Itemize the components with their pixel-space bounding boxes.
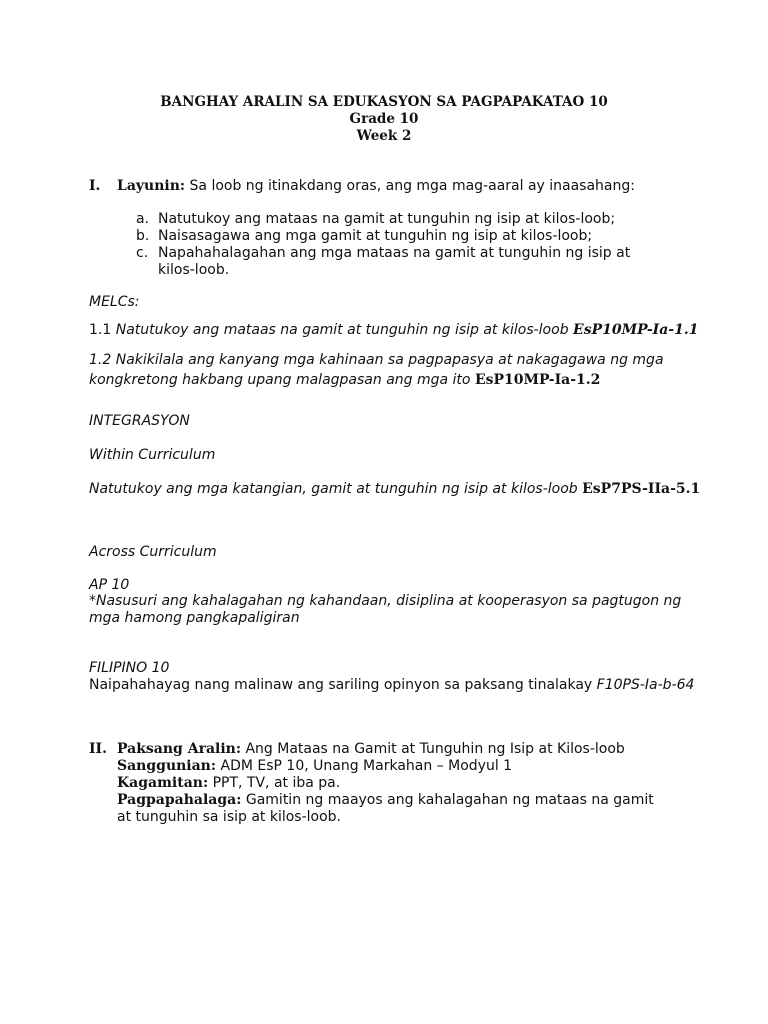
filipino-code: F10PS-Ia-b-64 <box>596 677 695 693</box>
melc-item-2: 1.2 Nakikilala ang kanyang mga kahinaan sa pagpapasya at nakagagawa ng mga kongkretong hakbang upang malagpasan ang mga ito EsP10MP-Ia-1.2 <box>89 352 664 388</box>
melcs-heading: MELCs: <box>89 294 140 310</box>
grade-label: Grade 10 <box>349 111 419 127</box>
within-curriculum-heading: Within Curriculum <box>89 447 216 463</box>
sanggunian-row: Sanggunian: ADM EsP 10, Unang Markahan – Modyul 1 <box>117 758 513 774</box>
filipino-item: Naipahahayag nang malinaw ang sariling opinyon sa paksang tinalakay F10PS-Ia-b-64 <box>89 677 695 693</box>
objective-item: a. Natutukoy ang mataas na gamit at tunguhin ng isip at kilos-loob; <box>136 211 616 227</box>
objective-item: c. Napahahalagahan ang mga mataas na gamit at tunguhin ng isip at kilos-loob. <box>136 245 631 278</box>
within-curriculum-item: Natutukoy ang mga katangian, gamit at tunguhin ng isip at kilos-loob EsP7PS-IIa-5.1 <box>89 481 701 497</box>
across-curriculum-heading: Across Curriculum <box>89 544 217 560</box>
section-2-number: II. <box>89 741 107 757</box>
week-label: Week 2 <box>356 128 412 144</box>
ap-text: *Nasusuri ang kahalagahan ng kahandaan, disiplina at kooperasyon sa pagtugon ng mga hamong pangkapaligiran <box>89 593 682 626</box>
kagamitan-row: Kagamitan: PPT, TV, at iba pa. <box>117 775 341 791</box>
within-code: EsP7PS-IIa-5.1 <box>582 481 701 497</box>
layunin-text: Sa loob ng itinakdang oras, ang mga mag-aaral ay inaasahang: <box>189 178 635 194</box>
layunin-label: Layunin: <box>117 178 186 194</box>
melc-item-1: 1.1 Natutukoy ang mataas na gamit at tunguhin ng isip at kilos-loob EsP10MP-Ia-1.1 <box>89 322 699 338</box>
integrasyon-heading: INTEGRASYON <box>89 413 190 429</box>
section-1-number: I. <box>89 178 101 194</box>
document-title: BANGHAY ARALIN SA EDUKASYON SA PAGPAPAKATAO 10 <box>160 94 608 110</box>
pagpapahalaga-row: Pagpapahalaga: Gamitin ng maayos ang kahalagahan ng mataas na gamit at tunguhin sa isip at kilos-loob. <box>117 792 654 825</box>
section-1-layunin <box>89 178 635 194</box>
melc-code-2: EsP10MP-Ia-1.2 <box>474 372 601 388</box>
filipino-heading: FILIPINO 10 <box>89 660 170 676</box>
objective-item: b. Naisasagawa ang mga gamit at tunguhin ng isip at kilos-loob; <box>136 228 593 244</box>
melc-code-1: EsP10MP-Ia-1.1 <box>573 322 699 338</box>
ap-heading: AP 10 <box>89 577 130 593</box>
section-2-paksang-aralin: II. Paksang Aralin: Ang Mataas na Gamit at Tunguhin ng Isip at Kilos-loob <box>89 741 625 757</box>
